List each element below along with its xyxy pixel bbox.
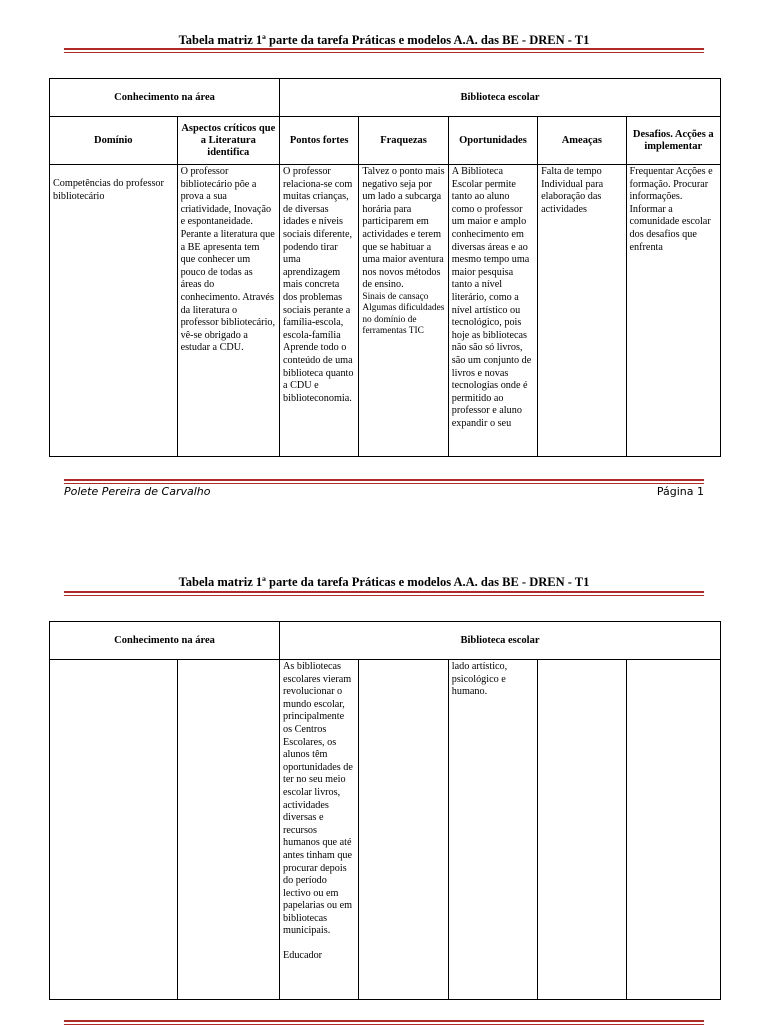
matrix-table-2 <box>49 621 721 1000</box>
header-conhecimento-2: Conhecimento na área <box>50 622 280 660</box>
page-title: Tabela matriz 1ª parte da tarefa Práticas e modelos A.A. das BE - DREN - T1 <box>178 33 590 47</box>
header-conhecimento: Conhecimento na área <box>50 79 280 117</box>
footer-rule <box>64 479 704 484</box>
header-biblioteca: Biblioteca escolar <box>280 79 721 117</box>
col-header-oportunidades: Oportunidades <box>448 117 537 165</box>
cell-fraquezas-2 <box>359 660 448 1000</box>
cell-desafios: Frequentar Acções e formação. Procurar informações. Informar a comunidade escolar dos desafios que enfrenta <box>626 165 720 457</box>
cell-oportunidades-2: lado artístico, psicológico e humano. <box>448 660 537 1000</box>
cell-ameacas-2 <box>538 660 626 1000</box>
col-header-fraquezas: Fraquezas <box>359 117 448 165</box>
cell-aspectos-2 <box>177 660 279 1000</box>
cell-pontos-fortes-2: As bibliotecas escolares vieram revolucionar o mundo escolar, principalmente os Centros Escolares, os alunos têm oportunidades de ter no seu meio escolar livros, actividades diversas e recursos humanos que até antes tinham que procurar depois do período lectivo ou em papelarias ou em bibliotecas municipais. Educador <box>280 660 359 1000</box>
header-rule <box>64 48 704 53</box>
pontos-fortes-extra: Educador <box>283 950 323 962</box>
header-biblioteca-2: Biblioteca escolar <box>280 622 721 660</box>
bottom-rule-2 <box>64 1020 704 1025</box>
cell-dominio-2 <box>50 660 178 1000</box>
table-row <box>50 165 721 457</box>
page-title-2: Tabela matriz 1ª parte da tarefa Práticas e modelos A.A. das BE - DREN - T1 <box>178 575 590 589</box>
matrix-table <box>49 78 721 457</box>
cell-aspectos: O professor bibliotecário põe a prova a sua criatividade, Inovação e espontaneidade. Perante a literatura que a BE apresenta tem que conhecer um pouco de todas as áreas do conhecimento. Através da literatura o professor bibliotecário, vê-se obrigado a estudar a CDU. <box>177 165 279 457</box>
footer-author: Polete Pereira de Carvalho <box>64 485 211 498</box>
header-rule-2 <box>64 591 704 596</box>
cell-desafios-2 <box>626 660 720 1000</box>
cell-oportunidades: A Biblioteca Escolar permite tanto ao aluno como o professor um maior e amplo conhecimento em diversas áreas e ao mesmo tempo uma maior pesquisa tanto a nível literário, como a nível artístico ou tecnológico, pois hoje as bibliotecas não são só livros, são um conjunto de livros e novas tecnologias onde é permitido ao professor e aluno expandir o seu <box>448 165 537 457</box>
col-header-aspectos: Aspectos críticos que a Literatura identifica <box>177 117 279 165</box>
cell-pontos-fortes: O professor relaciona-se com muitas crianças, de diversas idades e níveis sociais diferente, podendo tirar uma aprendizagem mais concreta dos problemas sociais perante a família-escola, escola-família Aprende todo o conteúdo de uma biblioteca quanto a CDU e biblioteconomia. <box>280 165 359 457</box>
col-header-ameacas: Ameaças <box>538 117 626 165</box>
footer-page-number: Página 1 <box>656 485 704 498</box>
fraquezas-extra: Sinais de cansaço Algumas dificuldades no domínio de ferramentas TIC <box>362 291 445 337</box>
col-header-pontos-fortes: Pontos fortes <box>280 117 359 165</box>
cell-ameacas: Falta de tempo Individual para elaboração das actividades <box>538 165 626 457</box>
col-header-dominio: Domínio <box>50 117 178 165</box>
table-row-2 <box>50 660 721 1000</box>
cell-fraquezas: Talvez o ponto mais negativo seja por um lado a subcarga horária para participarem em actividades e terem que se habituar a uma maior aventura nos novos métodos de ensino. Sinais de cansaço Algumas dificuldades no domínio de ferramentas TIC <box>359 165 448 457</box>
col-header-desafios: Desafios. Acções a implementar <box>626 117 720 165</box>
cell-dominio: Competências do professor bibliotecário <box>50 165 178 457</box>
